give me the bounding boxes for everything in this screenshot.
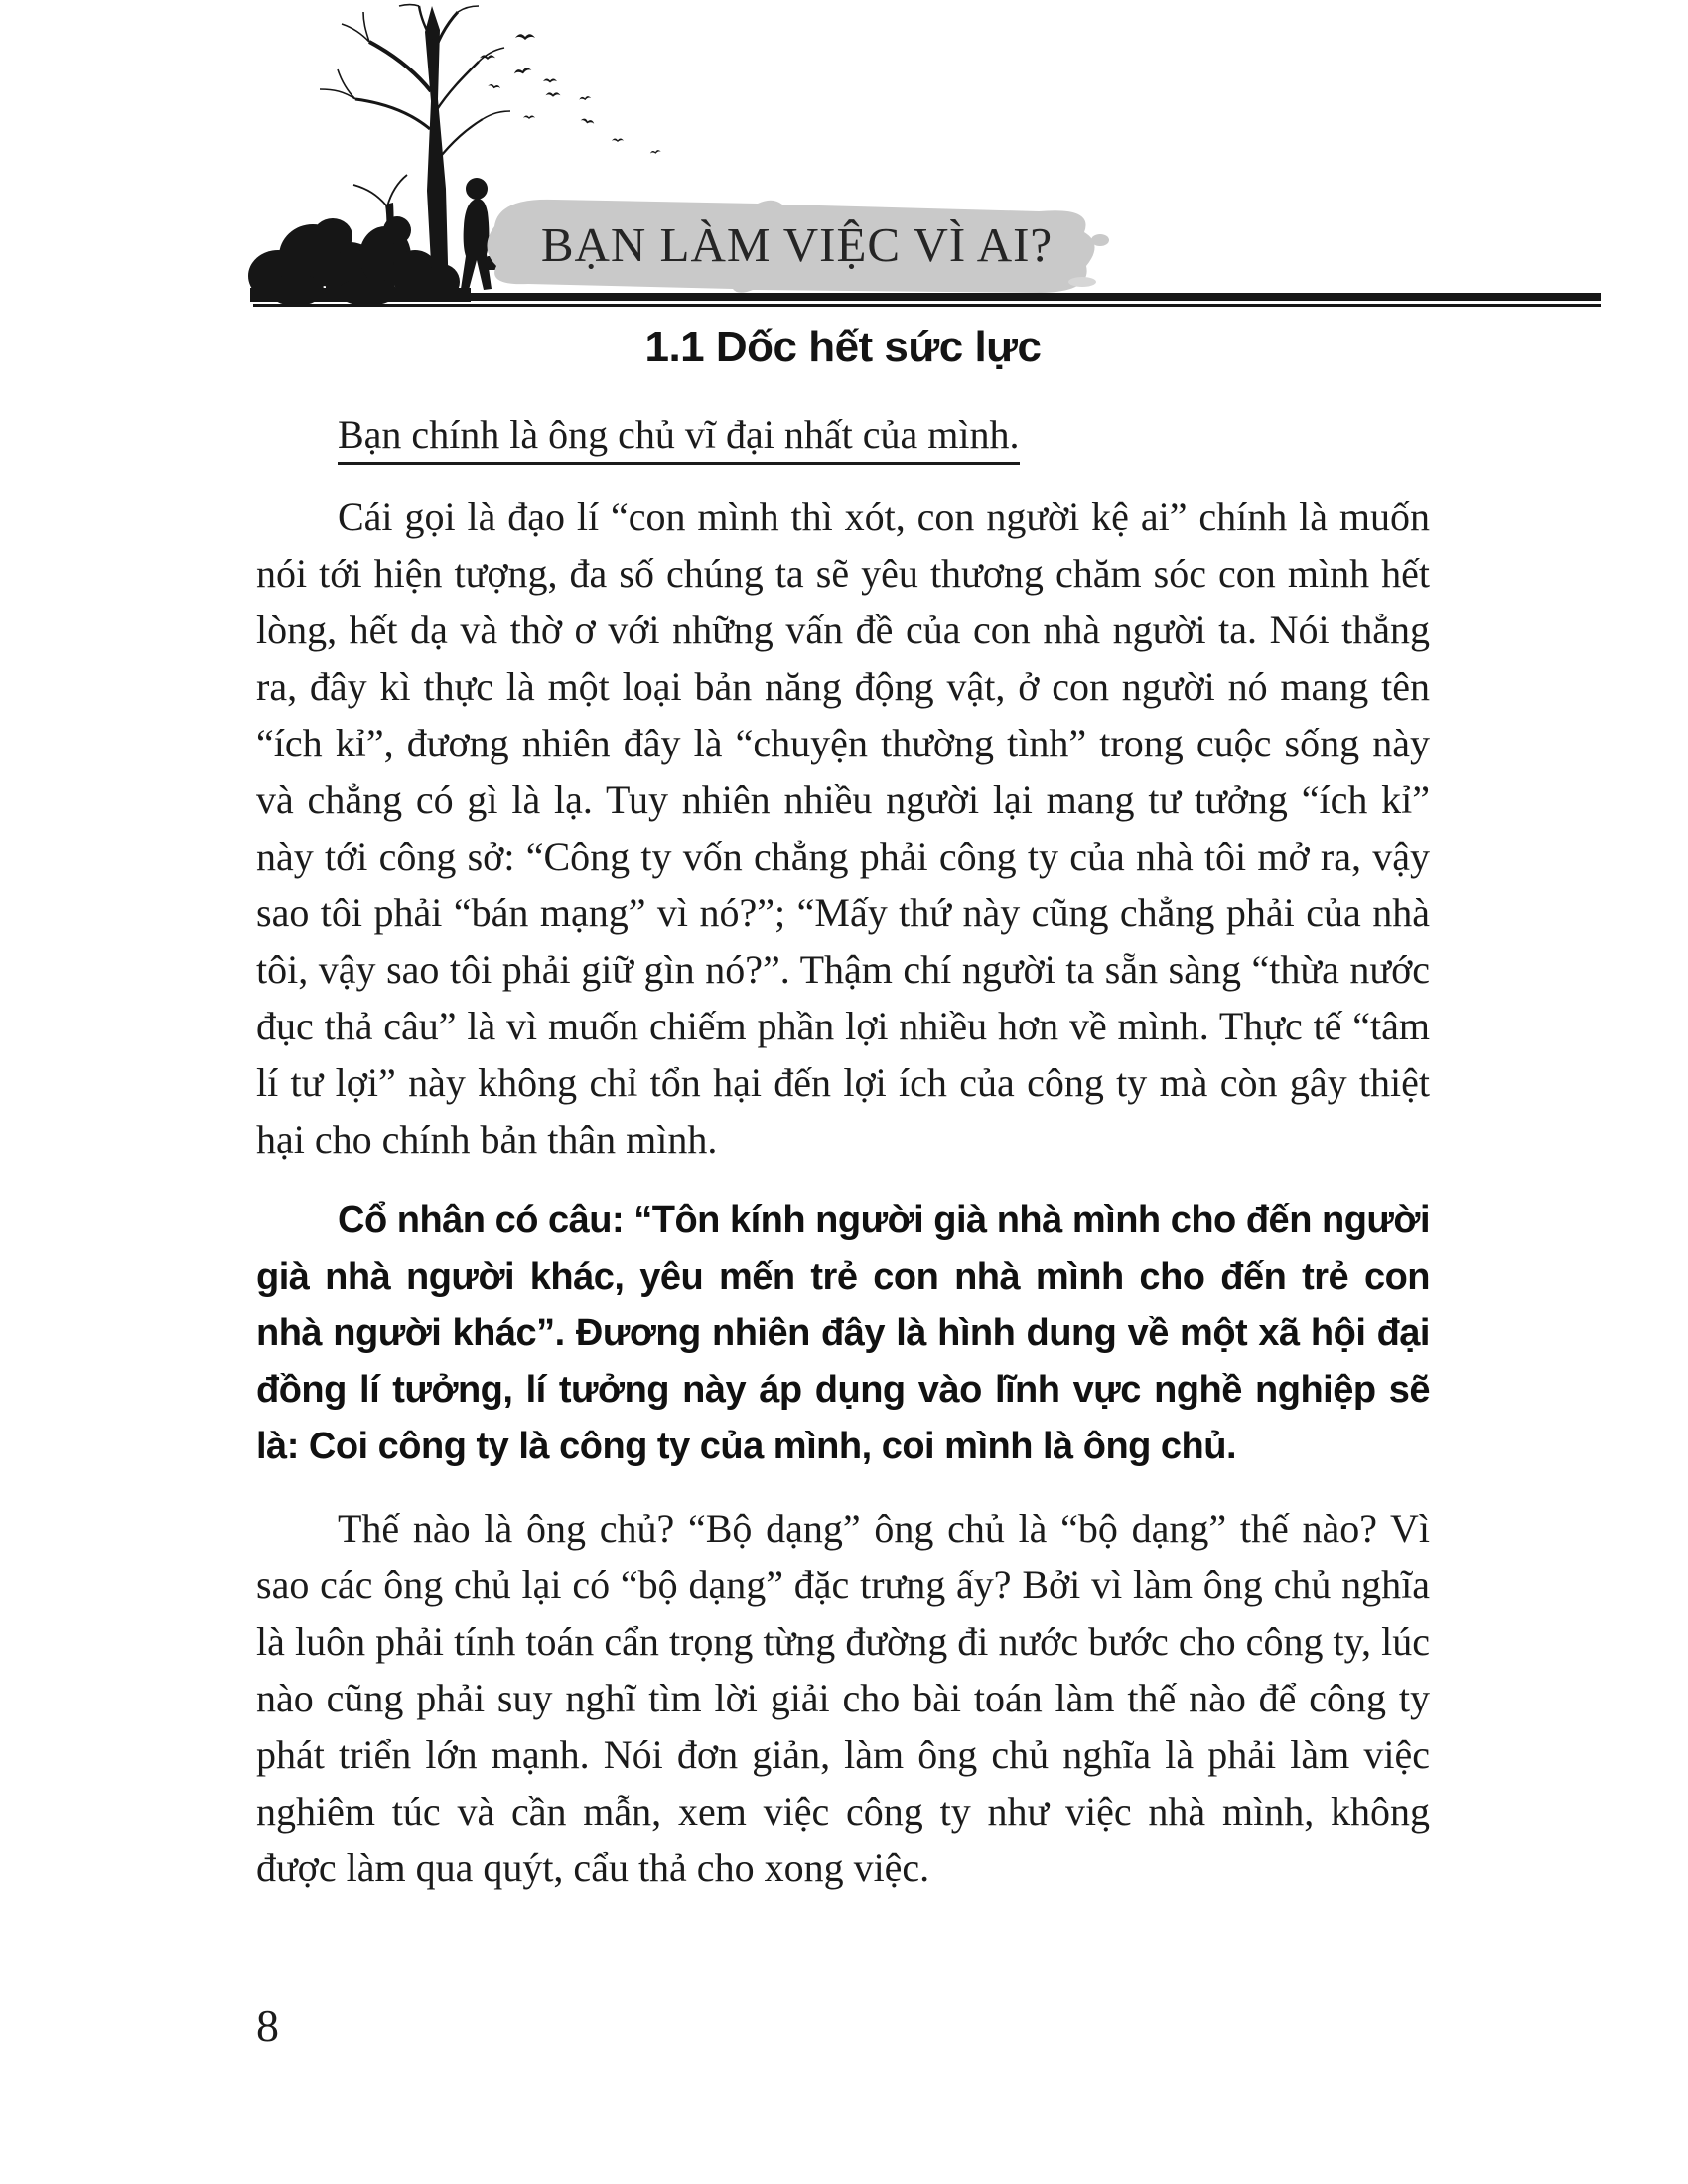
chapter-title: BẠN LÀM VIỆC VÌ AI?	[540, 217, 1054, 272]
lead-sentence: Bạn chính là ông chủ vĩ đại nhất của mình.	[338, 412, 1020, 465]
paragraph-2-quote: Cổ nhân có câu: “Tôn kính người già nhà mình cho đến người già nhà người khác, yêu mến trẻ con nhà mình cho đến trẻ con nhà người khác”. Đương nhiên đây là hình dung về một xã hội đại đồng lí tưởng, lí tưởng này áp dụng vào lĩnh vực nghề nghiệp sẽ là: Coi công ty là công ty của mình, coi mình là ông chủ.	[256, 1199, 1430, 1467]
section-heading: 1.1 Dốc hết sức lực	[644, 323, 1042, 371]
header-rule-thin	[253, 304, 1601, 307]
page-number: 8	[256, 2000, 279, 2051]
lead-sentence-line	[338, 411, 1020, 459]
header-rule-thick	[253, 293, 1601, 301]
paragraph-1: Cái gọi là đạo lí “con mình thì xót, con người kệ ai” chính là muốn nói tới hiện tượng, đa số chúng ta sẽ yêu thương chăm sóc con mình hết lòng, hết dạ và thờ ơ với những vấn đề của con nhà người ta. Nói thẳng ra, đây kì thực là một loại bản năng động vật, ở con người nó mang tên “ích kỉ”, đương nhiên đây là “chuyện thường tình” trong cuộc sống này và chẳng có gì là lạ. Tuy nhiên nhiều người lại mang tư tưởng “ích kỉ” này tới công sở: “Công ty vốn chẳng phải công ty của nhà tôi mở ra, vậy sao tôi phải “bán mạng” vì nó?”; “Mấy thứ này cũng chẳng phải của nhà tôi, vậy sao tôi phải giữ gìn nó?”. Thậm chí người ta sẵn sàng “thừa nước đục thả câu” là vì muốn chiếm phần lợi nhiều hơn về mình. Thực tế “tâm lí tư lợi” này không chỉ tổn hại đến lợi ích của công ty mà còn gây thiệt hại cho chính bản thân mình.	[256, 494, 1430, 1161]
birds-icon	[480, 34, 661, 154]
paragraph-3: Thế nào là ông chủ? “Bộ dạng” ông chủ là “bộ dạng” thế nào? Vì sao các ông chủ lại có “bộ dạng” đặc trưng ấy? Bởi vì làm ông chủ nghĩa là luôn phải tính toán cẩn trọng từng đường đi nước bước cho công ty, lúc nào cũng phải suy nghĩ tìm lời giải cho bài toán làm thế nào để công ty phát triển lớn mạnh. Nói đơn giản, làm ông chủ nghĩa là phải làm việc nghiêm túc và cần mẫn, xem việc công ty như việc nhà mình, không được làm qua quýt, cẩu thả cho xong việc.	[256, 1506, 1430, 1890]
body-text	[256, 488, 1430, 1921]
